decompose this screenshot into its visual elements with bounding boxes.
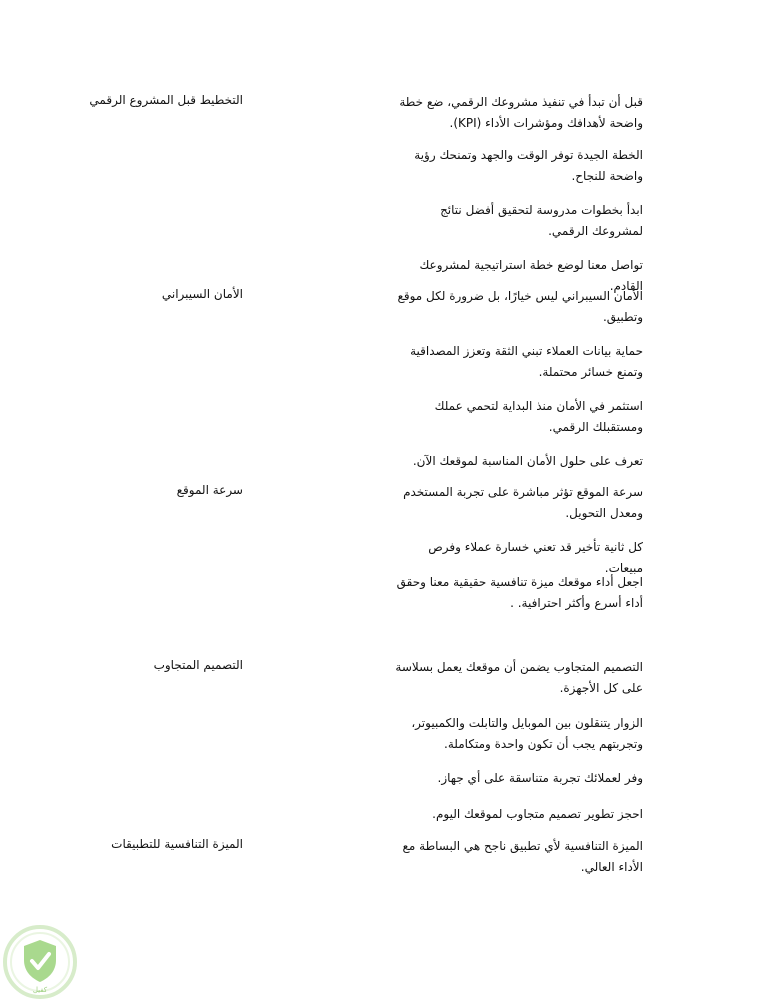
section-heading: الأمان السيبراني [161, 287, 243, 301]
paragraph: وفر لعملائك تجربة متناسقة على أي جهاز. [437, 771, 643, 785]
paragraph: ابدأ بخطوات مدروسة لتحقيق أفضل نتائج لمشروعك الرقمي. [440, 203, 643, 238]
paragraph: سرعة الموقع تؤثر مباشرة على تجربة المستخدم ومعدل التحويل. [403, 485, 643, 520]
shield-check-logo [2, 924, 78, 1000]
paragraph: الأمان السيبراني ليس خيارًا، بل ضرورة لكل موقع وتطبيق. [397, 289, 643, 324]
section-heading: الميزة التنافسية للتطبيقات [111, 837, 243, 851]
logo-wordmark: كفيل [32, 986, 48, 994]
paragraph: الميزة التنافسية لأي تطبيق ناجح هي البساطة مع الأداء العالي. [402, 839, 643, 874]
paragraph: اجعل أداء موقعك ميزة تنافسية حقيقية معنا وحقق أداء أسرع وأكثر احترافية. . [396, 575, 643, 610]
paragraph: الزوار يتنقلون بين الموبايل والتابلت والكمبيوتر، وتجربتهم يجب أن تكون واحدة ومتكاملة. [411, 716, 643, 751]
paragraph: كل ثانية تأخير قد تعني خسارة عملاء وفرص مبيعات. [428, 540, 643, 575]
paragraph: قبل أن تبدأ في تنفيذ مشروعك الرقمي، ضع خطة واضحة لأهدافك ومؤشرات الأداء (KPI). [399, 95, 643, 130]
paragraph: التصميم المتجاوب يضمن أن موقعك يعمل بسلاسة على كل الأجهزة. [395, 660, 643, 695]
section-heading: التصميم المتجاوب [153, 658, 243, 672]
section-heading: التخطيط قبل المشروع الرقمي [89, 93, 243, 107]
section-heading: سرعة الموقع [176, 483, 243, 497]
paragraph: تواصل معنا لوضع خطة استراتيجية لمشروعك القادم. [419, 258, 643, 293]
paragraph: تعرف على حلول الأمان المناسبة لموقعك الآن. [412, 454, 643, 468]
paragraph: احجز تطوير تصميم متجاوب لموقعك اليوم. [432, 807, 643, 821]
paragraph: حماية بيانات العملاء تبني الثقة وتعزز المصداقية وتمنع خسائر محتملة. [410, 344, 643, 379]
paragraph: الخطة الجيدة توفر الوقت والجهد وتمنحك رؤية واضحة للنجاح. [414, 148, 643, 183]
paragraph: استثمر في الأمان منذ البداية لتحمي عملك ومستقبلك الرقمي. [434, 399, 643, 434]
